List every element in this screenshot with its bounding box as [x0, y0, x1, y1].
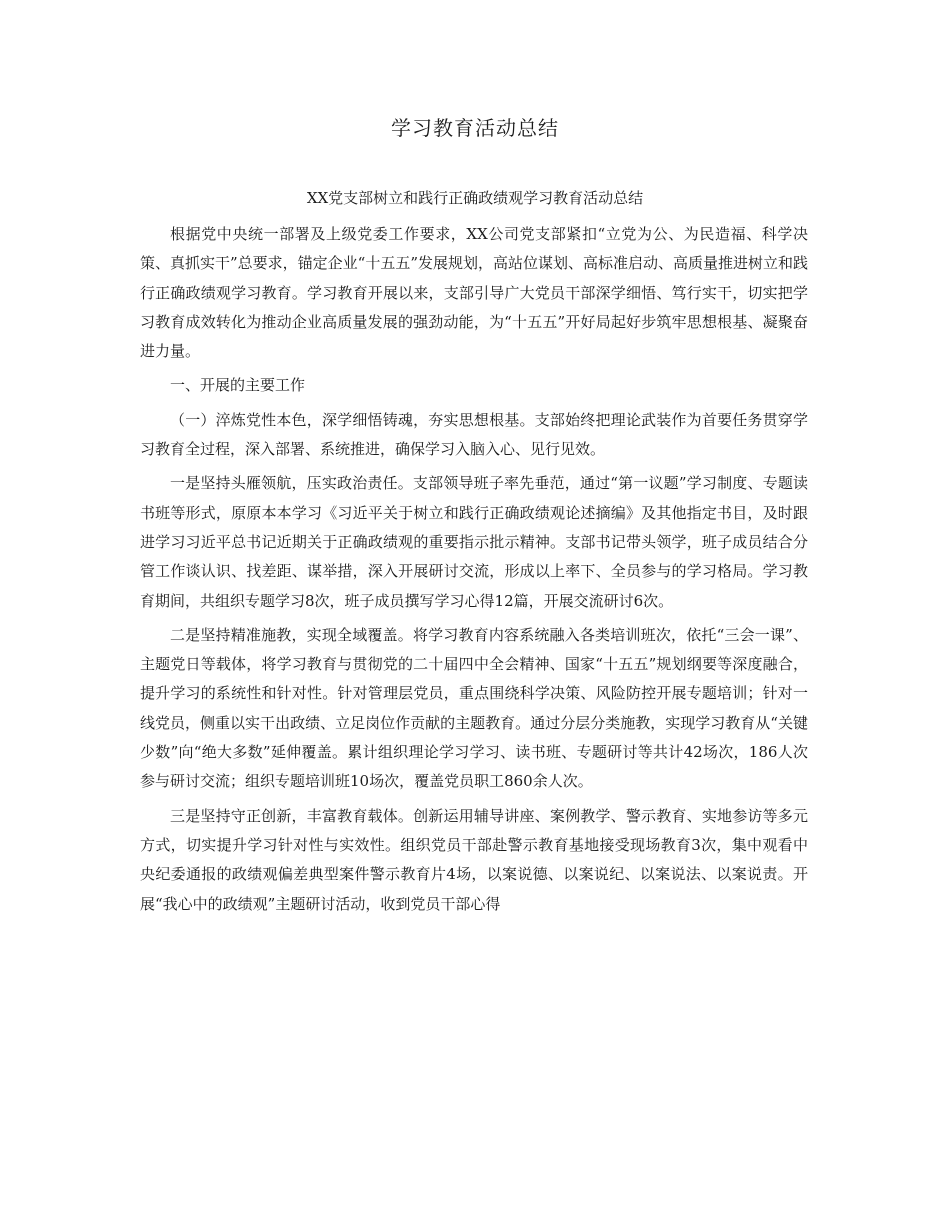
section-heading-main-work: 一、开展的主要工作 — [170, 376, 306, 395]
document-title: 学习教育活动总结 — [391, 116, 559, 140]
document-body — [140, 220, 808, 924]
document-subtitle: XX党支部树立和践行正确政绩观学习教育活动总结 — [306, 189, 644, 207]
paragraph-intro: 根据党中央统一部署及上级党委工作要求，XX公司党支部紧扣“立党为公、为民造福、科学决策、真抓实干”总要求，锚定企业“十五五”发展规划，高站位谋划、高标准启动、高质量推进树立和践行正确政绩观学习教育。学习教育开展以来，支部引导广大党员干部深学细悟、笃行实干，切实把学习教育成效转化为推动企业高质量发展的强劲动能，为“十五五”开好局起好步筑牢思想根基、凝聚奋进力量。 — [140, 225, 809, 361]
subsection-heading-1: （一）淬炼党性本色，深学细悟铸魂，夯实思想根基。支部始终把理论武装作为首要任务贯穿学习教育全过程，深入部署、系统推进，确保学习入脑入心、见行见效。 — [140, 410, 808, 459]
paragraph-point-1: 一是坚持头雁领航，压实政治责任。支部领导班子率先垂范，通过“第一议题”学习制度、专题读书班等形式，原原本本学习《习近平关于树立和践行正确政绩观论述摘编》及其他指定书目，及时跟进学习习近平总书记近期关于正确政绩观的重要指示批示精神。支部书记带头领学，班子成员结合分管工作谈认识、找差距、谋举措，深入开展研讨交流，形成以上率下、全员参与的学习格局。学习教育期间，共组织专题学习8次，班子成员撰写学习心得12篇，开展交流研讨6次。 — [140, 474, 808, 610]
paragraph-point-2: 二是坚持精准施教，实现全域覆盖。将学习教育内容系统融入各类培训班次，依托“三会一课”、主题党日等载体，将学习教育与贯彻党的二十届四中全会精神、国家“十五五”规划纲要等深度融合，提升学习的系统性和针对性。针对管理层党员，重点围绕科学决策、风险防控开展专题培训；针对一线党员，侧重以实干出政绩、立足岗位作贡献的主题教育。通过分层分类施教，实现学习教育从“关键少数”向“绝大多数”延伸覆盖。累计组织理论学习学习、读书班、专题研讨等共计42场次，186人次参与研讨交流；组织专题培训班10场次，覆盖党员职工860余人次。 — [140, 625, 808, 791]
paragraph-point-3: 三是坚持守正创新，丰富教育载体。创新运用辅导讲座、案例教学、警示教育、实地参访等多元方式，切实提升学习针对性与实效性。组织党员干部赴警示教育基地接受现场教育3次，集中观看中央纪委通报的政绩观偏差典型案件警示教育片4场，以案说德、以案说纪、以案说法、以案说责。开展“我心中的政绩观”主题研讨活动，收到党员干部心得 — [140, 806, 808, 913]
